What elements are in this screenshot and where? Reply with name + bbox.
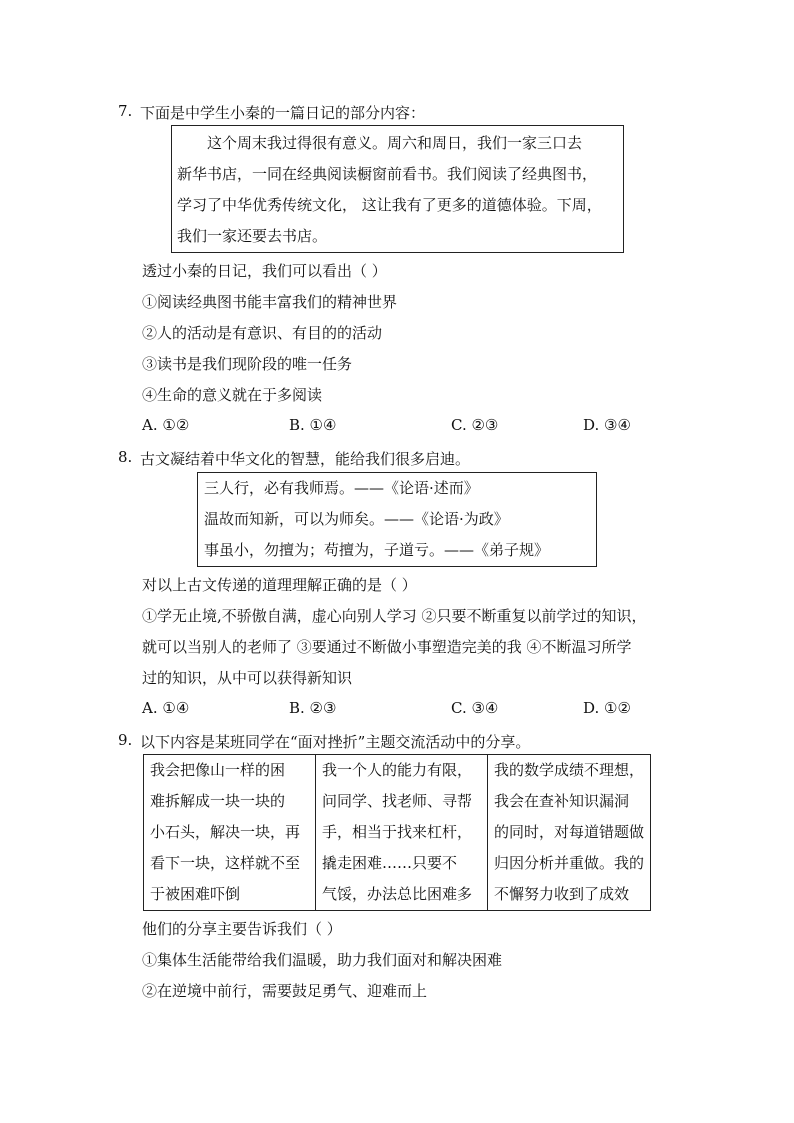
q7-statement: ①阅读经典图书能丰富我们的精神世界 <box>142 293 398 311</box>
q9-share-cell <box>316 755 488 911</box>
q9-number: 9. <box>118 731 133 749</box>
q8-option-c[interactable]: C. ③④ <box>451 699 499 717</box>
q7-diary-line: 学习了中华优秀传统文化， 这让我有了更多的道德体验。下周， <box>177 196 602 214</box>
q7-number: 7. <box>118 102 133 120</box>
q8-question: 对以上古文传递的道理理解正确的是（ ） <box>142 576 417 594</box>
q9-stem: 以下内容是某班同学在“面对挫折”主题交流活动中的分享。 <box>140 733 531 751</box>
q7-diary-box <box>171 125 624 253</box>
cell-line: 问同学、找老师、寻帮 <box>322 792 473 810</box>
cell-line: 手，相当于找来杠杆， <box>322 823 473 841</box>
q7-diary-line: 这个周末我过得很有意义。周六和周日，我们一家三口去 <box>207 134 583 152</box>
q7-stem: 下面是中学生小秦的一篇日记的部分内容： <box>140 104 426 122</box>
cell-line: 我会在查补知识漏洞 <box>494 792 630 810</box>
q8-stem: 古文凝结着中华文化的智慧，能给我们很多启迪。 <box>140 450 471 468</box>
q8-option-a[interactable]: A. ①④ <box>142 699 190 717</box>
cell-line: 难拆解成一块一块的 <box>150 792 286 810</box>
cell-line: 小石头，解决一块，再 <box>150 823 301 841</box>
q9-share-table <box>143 754 651 911</box>
q9-share-cell <box>144 755 316 911</box>
q8-statement-line: ①学无止境,不骄傲自满，虚心向别人学习 ②只要不断重复以前学过的知识， <box>142 607 647 625</box>
q7-option-b[interactable]: B. ①④ <box>289 416 337 434</box>
q8-option-b[interactable]: B. ②③ <box>289 699 337 717</box>
q7-question: 透过小秦的日记，我们可以看出（ ） <box>142 262 387 280</box>
cell-line: 撬走困难……只要不 <box>322 854 458 872</box>
q7-statement: ③读书是我们现阶段的唯一任务 <box>142 355 353 373</box>
cell-line: 我一个人的能力有限， <box>322 761 473 779</box>
cell-line: 的同时，对每道错题做 <box>494 823 645 841</box>
q9-share-cell <box>488 755 651 911</box>
q8-statement-line: 就可以当别人的老师了 ③要通过不断做小事塑造完美的我 ④不断温习所学 <box>142 638 632 656</box>
cell-line: 气馁，办法总比困难多 <box>322 885 473 903</box>
q7-statement: ②人的活动是有意识、有目的的活动 <box>142 324 383 342</box>
q8-number: 8. <box>118 448 133 466</box>
q8-quote: 温故而知新，可以为师矣。——《论语·为政》 <box>204 510 509 528</box>
q7-option-d[interactable]: D. ③④ <box>583 416 631 434</box>
q8-quote: 事虽小，勿擅为；苟擅为，子道亏。——《弟子规》 <box>204 541 550 559</box>
q9-question: 他们的分享主要告诉我们（ ） <box>142 920 342 938</box>
q7-option-a[interactable]: A. ①② <box>142 416 190 434</box>
q8-option-d[interactable]: D. ①② <box>583 699 631 717</box>
cell-line: 我会把像山一样的困 <box>150 761 286 779</box>
q8-quote: 三人行，必有我师焉。——《论语·述而》 <box>204 479 479 497</box>
q7-diary-line: 我们一家还要去书店。 <box>177 227 328 245</box>
q7-diary-line: 新华书店，一同在经典阅读橱窗前看书。我们阅读了经典图书， <box>177 165 598 183</box>
q8-statement-line: 过的知识，从中可以获得新知识 <box>142 669 353 687</box>
q7-option-c[interactable]: C. ②③ <box>451 416 499 434</box>
cell-line: 我的数学成绩不理想， <box>494 761 645 779</box>
cell-line: 看下一块，这样就不至 <box>150 854 301 872</box>
q9-statement: ②在逆境中前行，需要鼓足勇气、迎难而上 <box>142 982 428 1000</box>
q7-statement: ④生命的意义就在于多阅读 <box>142 386 323 404</box>
q9-statement: ①集体生活能带给我们温暖，助力我们面对和解决困难 <box>142 951 503 969</box>
q8-quotes-box <box>197 472 597 567</box>
cell-line: 归因分析并重做。我的 <box>494 854 645 872</box>
cell-line: 于被困难吓倒 <box>150 885 241 903</box>
cell-line: 不懈努力收到了成效 <box>494 885 630 903</box>
